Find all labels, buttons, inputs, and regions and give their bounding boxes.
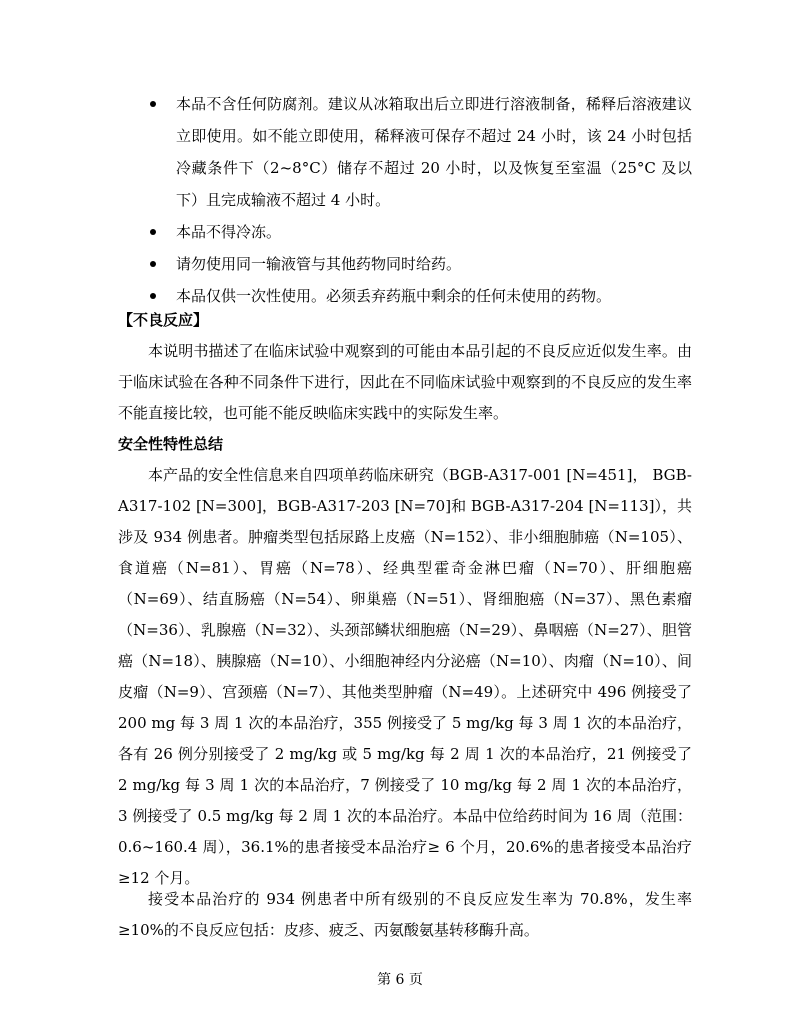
bullet-item [118, 248, 692, 280]
adverse-reactions-intro: 本说明书描述了在临床试验中观察到的可能由本品引起的不良反应近似发生率。由于临床试验在各种不同条件下进行，因此在不同临床试验中观察到的不良反应的发生率不能直接比较，也可能不能反映临床实践中的实际发生率。 [118, 342, 692, 422]
bullet-text: 本品不得冷冻。 [176, 223, 282, 241]
bullet-item [118, 216, 692, 248]
page-number: 第 6 页 [377, 972, 423, 988]
bullet-dot-icon [150, 293, 156, 299]
bullet-text: 请勿使用同一输液管与其他药物同时给药。 [176, 255, 462, 273]
bullet-text: 本品不含任何防腐剂。建议从冰箱取出后立即进行溶液制备，稀释后溶液建议立即使用。如不能立即使用，稀释液可保存不超过 24 小时，该 24 小时包括冷藏条件下（2~8°C）储存不超过 20 小时，以及恢复至室温（25°C 及以下）且完成输液不超过 4 小时。 [176, 95, 692, 209]
bullet-dot-icon [150, 101, 156, 107]
bullet-item [118, 88, 692, 216]
safety-summary-heading: 安全性特性总结 [118, 435, 224, 453]
adverse-incidence-paragraph: 接受本品治疗的 934 例患者中所有级别的不良反应发生率为 70.8%，发生率≥10%的不良反应包括：皮疹、疲乏、丙氨酸氨基转移酶升高。 [118, 890, 692, 939]
bullet-dot-icon [150, 261, 156, 267]
adverse-reactions-heading: 【不良反应】 [118, 311, 209, 329]
bullet-text: 本品仅供一次性使用。必须丢弃药瓶中剩余的任何未使用的药物。 [176, 287, 612, 305]
storage-bullet-list [118, 88, 692, 312]
safety-summary-paragraph: 本产品的安全性信息来自四项单药临床研究（BGB-A317-001 [N=451]， BGB-A317-102 [N=300]，BGB-A317-203 [N=70]和 BGB-A317-204 [N=113]），共涉及 934 例患者。肿瘤类型包括尿路上皮癌（N=152）、非小细胞肺癌（N=105）、食道癌（N=81）、胃癌（N=78）、经典型霍奇金淋巴瘤（N=70）、肝细胞癌（N=69）、结直肠癌（N=54）、卵巢癌（N=51）、肾细胞癌（N=37）、黑色素瘤（N=36）、乳腺癌（N=32）、头颈部鳞状细胞癌（N=29）、鼻咽癌（N=27）、胆管癌（N=18）、胰腺癌（N=10）、小细胞神经内分泌癌（N=10）、肉瘤（N=10）、间皮瘤（N=9）、宫颈癌（N=7）、其他类型肿瘤（N=49）。上述研究中 496 例接受了 200 mg 每 3 周 1 次的本品治疗，355 例接受了 5 mg/kg 每 3 周 1 次的本品治疗，各有 26 例分别接受了 2 mg/kg 或 5 mg/kg 每 2 周 1 次的本品治疗，21 例接受了 2 mg/kg 每 3 周 1 次的本品治疗，7 例接受了 10 mg/kg 每 2 周 1 次的本品治疗，3 例接受了 0.5 mg/kg 每 2 周 1 次的本品治疗。本品中位给药时间为 16 周（范围：0.6~160.4 周），36.1%的患者接受本品治疗≥ 6 个月，20.6%的患者接受本品治疗≥12 个月。 [118, 466, 692, 887]
bullet-dot-icon [150, 229, 156, 235]
